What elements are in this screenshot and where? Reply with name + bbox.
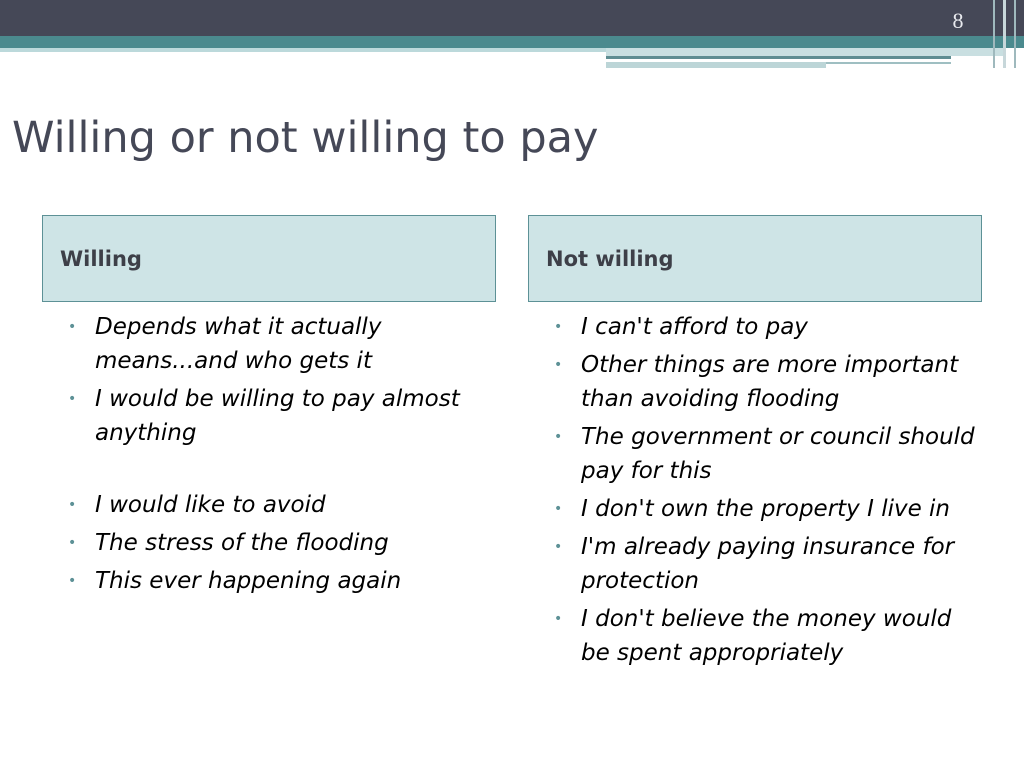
bullet-icon: • [68, 319, 77, 335]
decorative-stripe [606, 56, 951, 59]
top-bar [0, 0, 1024, 36]
list-item: • I can't afford to pay [550, 310, 980, 344]
slide-title: Willing or not willing to pay [12, 113, 599, 163]
bullet-icon: • [68, 535, 77, 551]
list-item: • The government or council should pay for this [550, 420, 980, 488]
slide-number: 8 [952, 8, 964, 33]
bullet-icon: • [554, 611, 563, 627]
bullet-icon: • [554, 501, 563, 517]
bullet-icon: • [554, 357, 563, 373]
bullet-icon: • [68, 391, 77, 407]
not-willing-column-header [528, 215, 982, 302]
willing-list [64, 310, 464, 602]
bullet-icon: • [554, 429, 563, 445]
list-item: • I don't believe the money would be spent appropriately [550, 602, 980, 670]
decorative-stripe [606, 48, 1006, 56]
decorative-vertical-line [993, 0, 995, 68]
list-item: • The stress of the flooding [64, 526, 464, 560]
decorative-stripe [0, 48, 606, 52]
not-willing-header-label: Not willing [546, 246, 674, 271]
decorative-stripe [826, 62, 951, 64]
list-item: • I don't own the property I live in [550, 492, 980, 526]
not-willing-list [550, 310, 980, 674]
willing-column-header [42, 215, 496, 302]
decorative-vertical-line [1014, 0, 1016, 68]
decorative-vertical-line [1003, 0, 1006, 68]
teal-accent-band [0, 36, 1024, 48]
willing-header-label: Willing [60, 246, 142, 271]
list-item: • I'm already paying insurance for protection [550, 530, 980, 598]
list-item: • Other things are more important than avoiding flooding [550, 348, 980, 416]
bullet-icon: • [68, 573, 77, 589]
bullet-icon: • [554, 319, 563, 335]
bullet-icon: • [554, 539, 563, 555]
list-item: • This ever happening again [64, 564, 464, 598]
list-item: • I would be willing to pay almost anything [64, 382, 464, 450]
decorative-stripe [606, 62, 826, 68]
list-item: • Depends what it actually means...and who gets it [64, 310, 464, 378]
bullet-icon: • [68, 497, 77, 513]
list-item: • I would like to avoid [64, 488, 464, 522]
